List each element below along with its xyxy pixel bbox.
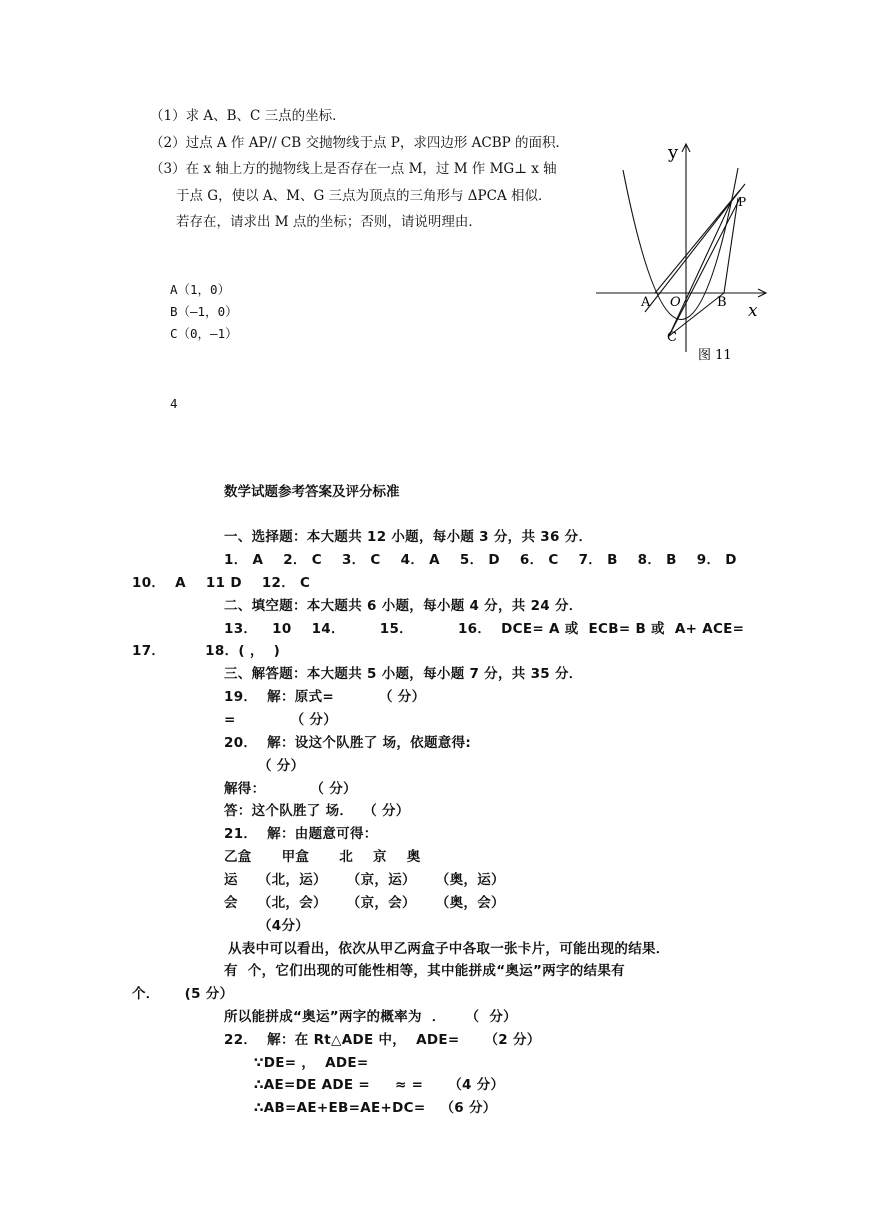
answer-line: 21． 解：由题意可得： (224, 826, 378, 842)
problem-item-2: （2）过点 A 作 AP// CB 交抛物线于点 P，求四边形 ACBP 的面积． (150, 135, 570, 151)
coord-a: A（1，0） (170, 282, 231, 297)
figure-label-y: y (668, 142, 679, 163)
answer-line: 有 个，它们出现的可能性相等，其中能拼成“奥运”两字的结果有 (224, 963, 625, 979)
problem-item-3: （3）在 x 轴上方的抛物线上是否存在一点 M，过 M 作 MG⊥ x 轴 (150, 161, 557, 177)
coord-c: C（0，—1） (170, 326, 238, 341)
figure-label-a: A (641, 295, 651, 310)
answer-line: 所以能拼成“奥运”两字的概率为 ． （ 分） (224, 1009, 517, 1025)
figure-label-o: O (670, 295, 681, 310)
problem-item-3-cont-1: 于点 G，使以 A、M、G 三点为顶点的三角形与 ΔPCA 相似． (176, 188, 552, 204)
answer-line: 20． 解：设这个队胜了 场，依题意得: (224, 735, 472, 751)
answer-line: 10． A 11 D 12． C (132, 575, 311, 591)
answer-line: 答：这个队胜了 场． （ 分） (224, 803, 410, 819)
side-number: 4 (170, 396, 178, 411)
answer-line: （4分） (258, 918, 310, 934)
answer-line: ∴AE=DE ADE = ≈ = （4 分） (254, 1077, 505, 1093)
answer-line: 1． A 2． C 3． C 4． A 5． D 6． C 7． B 8． B 9． D (224, 552, 737, 568)
figure-caption: 图 11 (698, 348, 732, 363)
answer-line: 个． (5 分） (132, 986, 234, 1002)
answer-line: 一、选择题：本大题共 12 小题，每小题 3 分，共 36 分． (224, 529, 593, 545)
answer-line: 运 （北，运） （京，运） （奥，运） (224, 872, 505, 888)
figure-label-p: P (738, 195, 747, 209)
figure-label-c: C (667, 330, 677, 345)
answer-line: 17． 18．( ， ) (132, 643, 281, 659)
answer-line: ∴AB=AE+EB=AE+DC= （6 分） (254, 1100, 497, 1116)
problem-item-1: （1）求 A、B、C 三点的坐标． (150, 108, 346, 124)
answer-line: 解得： （ 分） (224, 781, 357, 797)
answer-line: 19． 解：原式= （ 分） (224, 689, 426, 705)
answer-line: 三、解答题：本大题共 5 小题，每小题 7 分，共 35 分． (224, 666, 583, 682)
problem-item-3-cont-2: 若存在，请求出 M 点的坐标；否则，请说明理由． (176, 214, 482, 230)
parabola-figure (590, 140, 780, 370)
figure-label-x: x (748, 301, 758, 321)
answer-line: = （ 分） (224, 712, 338, 728)
answers-title: 数学试题参考答案及评分标准 (224, 484, 400, 500)
figure-label-b: B (717, 295, 727, 310)
answer-line: 二、填空题：本大题共 6 小题，每小题 4 分，共 24 分． (224, 598, 583, 614)
answer-line: 乙盒 甲盒 北 京 奥 (224, 849, 421, 865)
answer-line: 22． 解：在 Rt△ADE 中， ADE= （2 分） (224, 1032, 541, 1048)
answer-line: 会 （北，会） （京，会） （奥，会） (224, 895, 505, 911)
answer-line: 13． 10 14． 15． 16． DCE= A 或 ECB= B 或 A+ ACE= (224, 621, 745, 637)
coord-b: B（—1，0） (170, 304, 238, 319)
answer-line: 从表中可以看出，依次从甲乙两盒子中各取一张卡片，可能出现的结果． (228, 941, 670, 957)
answer-line: （ 分） (258, 758, 305, 774)
answer-line: ∵DE= ， ADE= (254, 1055, 369, 1071)
